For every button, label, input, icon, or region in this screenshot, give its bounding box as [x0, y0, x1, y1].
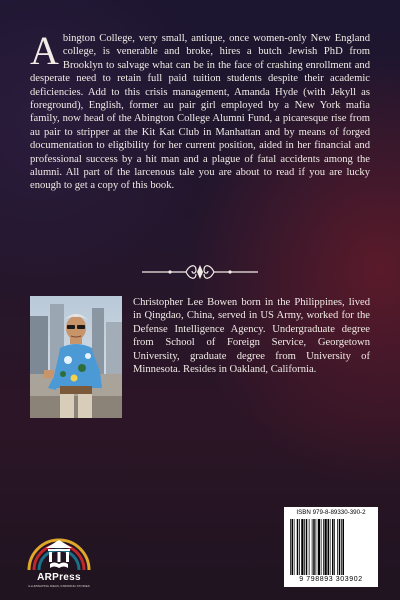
isbn-label: ISBN 979-8-89330-390-2 — [296, 509, 366, 516]
author-bio: Christopher Lee Bowen born in the Philippines, lived in Qingdao, China, served in US Army, worked for the Defense Intelligence Agency. Undergraduate degree from School of Foreign Service, Georgetown University, graduate degree from University of Minnesota. Resides in Oakland, California. — [133, 297, 370, 376]
blurb-text: bington College, very small, antique, once women-only New England college, is venerable and broke, hires a butch Jewish PhD from Brooklyn to salvage what can be in the face of crashing enrollment and desperate need to retain full paid tuition students despite their academic deficiencies. Add to this crisis management, Amanda Hyde (with Jekyll as foreground), English, former au pair girl employed by a New York mafia family, now head of the Abington College Alumni Fund, a picaresque rise from au pair to stripper at the Kit Kat Club in Manhattan and by means of forged documentation to eligibility for her current position, aided in her financial and professional success by a hit man and a plague of fatal accidents among the alumni. All part of the larcenous tale you are about to read if you are lucky enough to get a copy of this book. — [30, 33, 370, 192]
drop-cap: A — [30, 28, 59, 73]
isbn-digits: 9 798893 303902 — [299, 576, 363, 583]
publisher-tagline: ILLUMINATING IDEAS, INSPIRING STORIES — [28, 584, 90, 588]
barcode — [290, 519, 372, 575]
publisher-name: ARPress — [37, 572, 81, 583]
author-photo — [30, 296, 122, 418]
ornament-divider — [140, 262, 260, 282]
back-cover-blurb — [30, 28, 370, 193]
barcode-box — [284, 507, 378, 587]
publisher-logo — [24, 518, 104, 588]
